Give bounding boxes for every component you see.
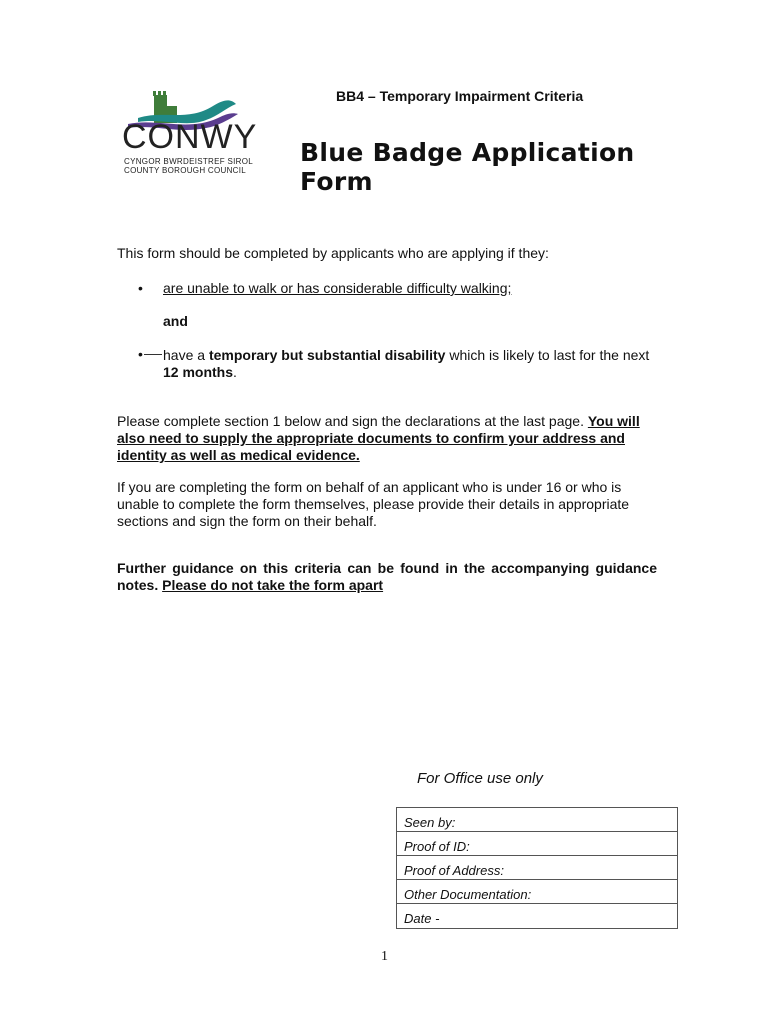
logo-wordmark: CONWY (122, 118, 258, 156)
bullet-dot-icon: • (138, 280, 143, 296)
intro-text: This form should be completed by applicants who are applying if they: (117, 245, 549, 261)
office-row-date: Date - (404, 911, 440, 926)
logo-sub-welsh: CYNGOR BWRDEISTREF SIROL (124, 157, 253, 166)
bullet-dot-icon: • (138, 346, 143, 362)
and-connector: and (163, 313, 188, 329)
page-number: 1 (381, 949, 388, 964)
page-title: Blue Badge Application Form (300, 138, 635, 196)
office-row-other-documentation: Other Documentation: (397, 880, 677, 904)
office-row-proof-of-id: Proof of ID: (397, 832, 677, 856)
behalf-paragraph: If you are completing the form on behalf of an applicant who is under 16 or who is unable to complete the form themselves, please provide their details in appropriate sections and sign the form on their behalf. (117, 479, 630, 529)
office-use-table (396, 807, 678, 929)
criteria-item-walking: are unable to walk or has considerable difficulty walking; (163, 280, 512, 296)
criteria-item-disability: have a temporary but substantial disability which is likely to last for the next 12 months. (163, 347, 650, 380)
office-row-seen-by: Seen by: (397, 808, 677, 832)
office-use-heading: For Office use only (417, 770, 543, 787)
document-code: BB4 – Temporary Impairment Criteria (336, 88, 584, 104)
logo-sub-english: COUNTY BOROUGH COUNCIL (124, 166, 247, 175)
instructions-paragraph: Please complete section 1 below and sign the declarations at the last page. You will also need to supply the appropriate documents to confirm your address and identity as well as medical evidence. (117, 413, 640, 463)
office-row-proof-of-address: Proof of Address: (397, 856, 677, 880)
bullet-connector-line (144, 354, 162, 355)
conwy-logo (118, 88, 263, 180)
guidance-paragraph: Further guidance on this criteria can be found in the accompanying guidance notes. Please do not take the form apart (117, 560, 657, 593)
